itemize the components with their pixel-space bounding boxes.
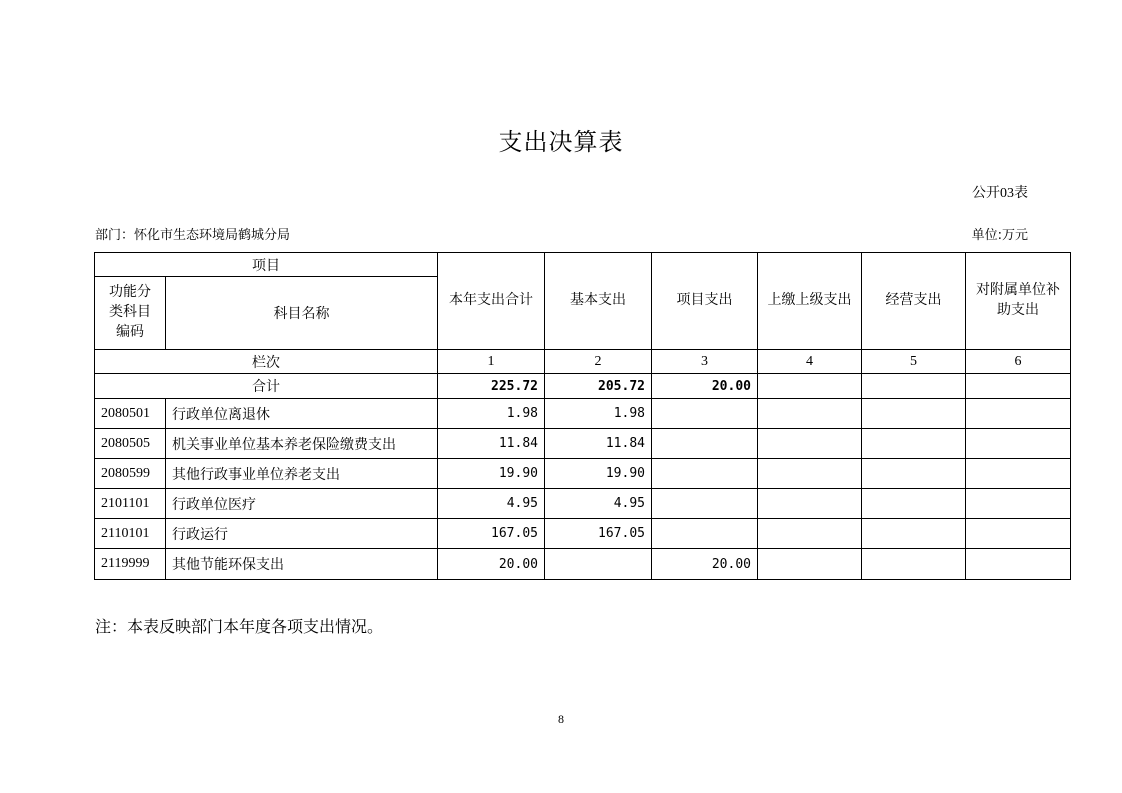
table-row	[95, 459, 1071, 489]
subject-name: 机关事业单位基本养老保险缴费支出	[166, 429, 438, 459]
header-subsidy: 对附属单位补助支出	[966, 253, 1071, 350]
amount-cell	[652, 399, 758, 429]
total-label: 合计	[95, 374, 438, 399]
amount-cell: 1.98	[438, 399, 545, 429]
table-row	[95, 489, 1071, 519]
amount-cell	[862, 519, 966, 549]
table-row	[95, 549, 1071, 580]
amount-cell: 167.05	[438, 519, 545, 549]
amount-cell: 11.84	[438, 429, 545, 459]
amount-cell: 4.95	[545, 489, 652, 519]
total-value: 205.72	[545, 374, 652, 399]
column-index-row	[95, 350, 1071, 374]
amount-cell	[966, 549, 1071, 580]
form-code: 公开03表	[972, 186, 1028, 201]
header-total: 本年支出合计	[438, 253, 545, 350]
subject-name: 行政单位离退休	[166, 399, 438, 429]
table-row	[95, 429, 1071, 459]
subject-name: 行政单位医疗	[166, 489, 438, 519]
footnote: 注：本表反映部门本年度各项支出情况。	[95, 617, 384, 636]
expenditure-table	[94, 252, 1071, 580]
amount-cell	[862, 399, 966, 429]
amount-cell: 167.05	[545, 519, 652, 549]
amount-cell	[652, 519, 758, 549]
amount-cell	[758, 549, 862, 580]
document-title: 支出决算表	[498, 128, 624, 156]
header-business: 经营支出	[862, 253, 966, 350]
amount-cell: 20.00	[652, 549, 758, 580]
table-row	[95, 399, 1071, 429]
total-value: 225.72	[438, 374, 545, 399]
header-item: 项目	[95, 253, 438, 277]
column-number: 3	[652, 350, 758, 374]
subject-name: 其他行政事业单位养老支出	[166, 459, 438, 489]
amount-cell	[758, 519, 862, 549]
amount-cell	[862, 549, 966, 580]
amount-cell	[966, 459, 1071, 489]
amount-cell	[652, 429, 758, 459]
subject-name: 行政运行	[166, 519, 438, 549]
header-basic: 基本支出	[545, 253, 652, 350]
subject-code: 2110101	[95, 519, 166, 549]
amount-cell	[758, 489, 862, 519]
subject-code: 2080599	[95, 459, 166, 489]
column-number: 2	[545, 350, 652, 374]
amount-cell	[966, 399, 1071, 429]
amount-cell	[545, 549, 652, 580]
amount-cell	[966, 519, 1071, 549]
header-upper: 上缴上级支出	[758, 253, 862, 350]
subject-name: 其他节能环保支出	[166, 549, 438, 580]
amount-cell: 20.00	[438, 549, 545, 580]
header-code: 功能分类科目编码	[95, 277, 166, 350]
amount-cell: 1.98	[545, 399, 652, 429]
amount-cell	[862, 459, 966, 489]
amount-cell	[862, 489, 966, 519]
amount-cell	[758, 429, 862, 459]
amount-cell: 19.90	[438, 459, 545, 489]
subject-code: 2080501	[95, 399, 166, 429]
amount-cell	[652, 459, 758, 489]
subject-code: 2101101	[95, 489, 166, 519]
subject-code: 2080505	[95, 429, 166, 459]
amount-cell: 4.95	[438, 489, 545, 519]
amount-cell	[966, 489, 1071, 519]
amount-cell: 19.90	[545, 459, 652, 489]
amount-cell	[966, 429, 1071, 459]
amount-cell	[862, 429, 966, 459]
header-row-1	[95, 253, 1071, 277]
amount-cell: 11.84	[545, 429, 652, 459]
amount-cell	[758, 459, 862, 489]
unit-label: 单位:万元	[971, 228, 1028, 243]
column-number: 6	[966, 350, 1071, 374]
total-value	[758, 374, 862, 399]
department-label: 部门：怀化市生态环境局鹤城分局	[95, 228, 291, 243]
header-project: 项目支出	[652, 253, 758, 350]
total-value: 20.00	[652, 374, 758, 399]
page-number: 8	[558, 712, 564, 726]
table-row	[95, 519, 1071, 549]
amount-cell	[652, 489, 758, 519]
column-index-label: 栏次	[95, 350, 438, 374]
column-number: 4	[758, 350, 862, 374]
total-value	[966, 374, 1071, 399]
total-value	[862, 374, 966, 399]
amount-cell	[758, 399, 862, 429]
subject-code: 2119999	[95, 549, 166, 580]
column-number: 1	[438, 350, 545, 374]
total-row	[95, 374, 1071, 399]
header-name: 科目名称	[166, 277, 438, 350]
column-number: 5	[862, 350, 966, 374]
